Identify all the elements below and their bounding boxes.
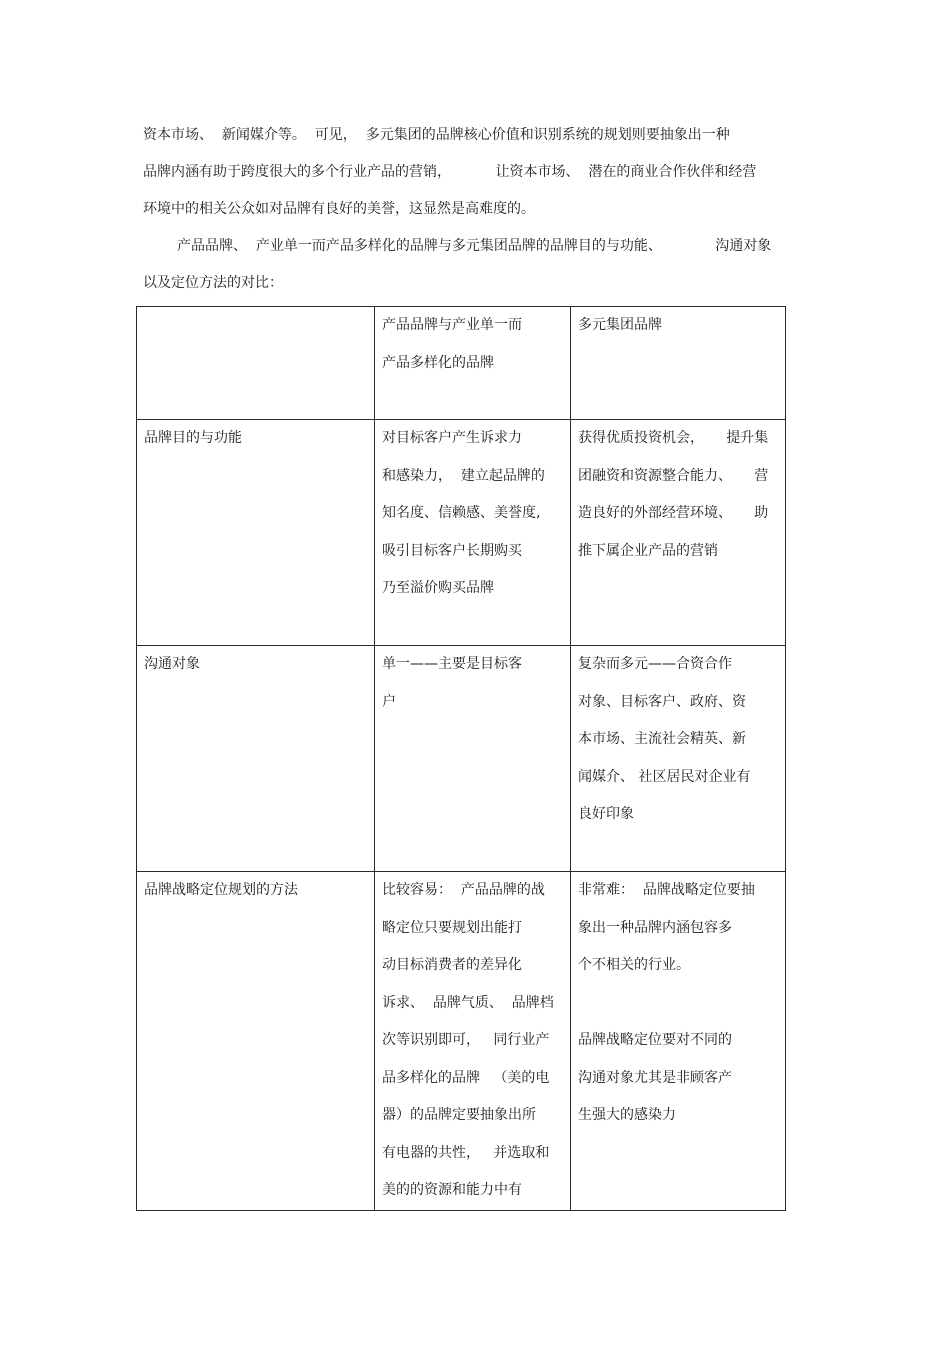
- cell-line: 乃至溢价购买品牌: [382, 580, 494, 596]
- cell-line: 器）的品牌定要抽象出所: [382, 1107, 536, 1123]
- header-cell-product-brand: [375, 307, 571, 420]
- cell-line: 知名度、信赖感、美誉度,: [382, 505, 541, 521]
- cell-line: 多元集团品牌: [578, 317, 662, 333]
- cell-line: 产品品牌与产业单一而: [382, 317, 522, 333]
- text-line: 以及定位方法的对比：: [143, 275, 283, 291]
- cell-line: 非常难： 品牌战略定位要抽: [578, 882, 755, 898]
- comparison-table: [136, 306, 786, 1211]
- cell-line: 团融资和资源整合能力、 营: [578, 467, 769, 484]
- table-cell: [571, 420, 786, 646]
- cell-line: 本市场、主流社会精英、新: [578, 731, 746, 747]
- header-cell-empty: [137, 307, 375, 420]
- paragraph-intro: [143, 117, 808, 228]
- cell-line: 生强大的感染力: [578, 1107, 676, 1123]
- cell-line: 诉求、 品牌气质、 品牌档: [382, 994, 554, 1011]
- cell-line: 有电器的共性， 并选取和: [382, 1144, 550, 1161]
- cell-line: 产品多样化的品牌: [382, 354, 494, 371]
- text-line: 产品品牌、 产业单一而产品多样化的品牌与多元集团品牌的品牌目的与功能、 沟通对象: [177, 238, 772, 254]
- cell-line: 闻媒介、 社区居民对企业有: [578, 768, 751, 785]
- cell-spacer: [578, 985, 779, 1023]
- table-cell: [375, 872, 571, 1211]
- cell-line: 良好印象: [578, 806, 634, 822]
- cell-line: 动目标消费者的差异化: [382, 957, 522, 973]
- cell-line: 品牌战略定位要对不同的: [578, 1032, 732, 1048]
- cell-line: 对象、目标客户、政府、资: [578, 693, 746, 710]
- table-row: [137, 420, 786, 646]
- text-line: 环境中的相关公众如对品牌有良好的美誉，这显然是高难度的。: [143, 201, 535, 217]
- cell-line: 沟通对象尤其是非顾客产: [578, 1069, 732, 1086]
- table-row: [137, 872, 786, 1211]
- cell-line: 吸引目标客户长期购买: [382, 542, 522, 559]
- cell-line: 单一——主要是目标客: [382, 656, 522, 672]
- cell-line: 略定位只要规划出能打: [382, 919, 522, 936]
- text-line: 品牌内涵有助于跨度很大的多个行业产品的营销， 让资本市场、 潜在的商业合作伙伴和经营: [143, 164, 757, 180]
- table-header-row: [137, 307, 786, 420]
- cell-line: 获得优质投资机会， 提升集: [578, 430, 769, 446]
- table-row: [137, 646, 786, 872]
- cell-line: 次等识别即可， 同行业产: [382, 1032, 550, 1048]
- row-label: 品牌战略定位规划的方法: [137, 872, 375, 1211]
- table-cell: [571, 646, 786, 872]
- cell-line: 复杂而多元——合资合作: [578, 656, 732, 672]
- cell-line: 象出一种品牌内涵包容多: [578, 919, 732, 936]
- table-cell: [375, 646, 571, 872]
- table-cell: [571, 872, 786, 1211]
- cell-line: 比较容易： 产品品牌的战: [382, 882, 545, 898]
- text-line: 资本市场、 新闻媒介等。 可见， 多元集团的品牌核心价值和识别系统的规划则要抽象出一种: [143, 127, 730, 143]
- cell-line: 造良好的外部经营环境、 助: [578, 505, 769, 521]
- row-label: 品牌目的与功能: [137, 420, 375, 646]
- paragraph-comparison-intro: [143, 228, 808, 302]
- cell-line: 和感染力， 建立起品牌的: [382, 467, 545, 484]
- cell-line: 品多样化的品牌 （美的电: [382, 1069, 550, 1086]
- cell-line: 推下属企业产品的营销: [578, 542, 718, 559]
- cell-line: 美的的资源和能力中有: [382, 1182, 522, 1198]
- row-label: 沟通对象: [137, 646, 375, 872]
- cell-line: 户: [382, 693, 396, 710]
- cell-line: 对目标客户产生诉求力: [382, 430, 522, 446]
- table-cell: [375, 420, 571, 646]
- header-cell-group-brand: [571, 307, 786, 420]
- cell-line: 个不相关的行业。: [578, 957, 690, 973]
